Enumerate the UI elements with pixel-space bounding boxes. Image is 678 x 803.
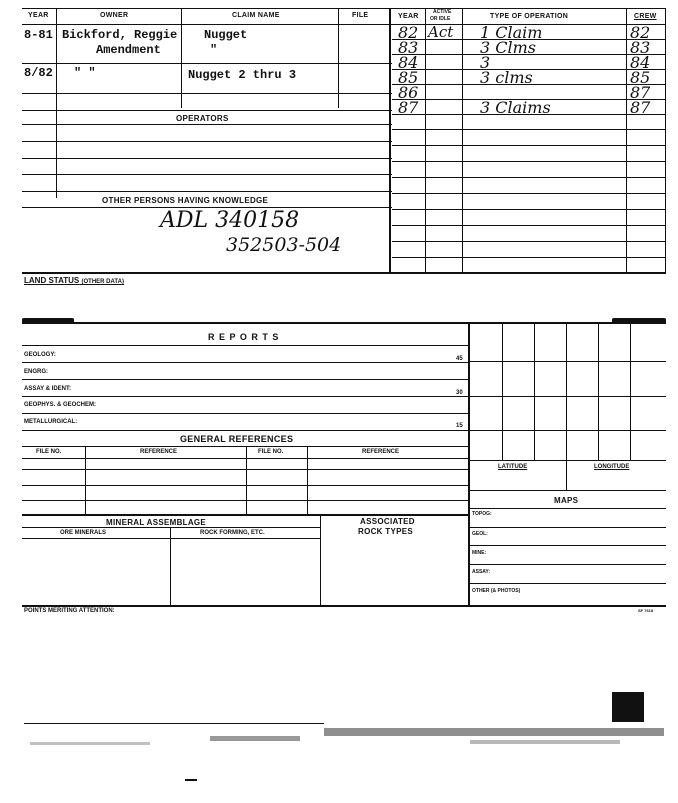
rule: [22, 93, 392, 94]
claim-owner: Amendment: [96, 43, 161, 57]
report-label: ENGRG:: [24, 369, 48, 375]
rule: [22, 379, 468, 380]
col-idle: OR IDLE: [430, 16, 451, 22]
rule: [22, 141, 392, 142]
operators-title: OPERATORS: [176, 114, 229, 123]
op-year: 87: [398, 98, 419, 117]
col-crew: CREW: [634, 13, 657, 20]
rule: [22, 362, 468, 363]
rule-v: [534, 323, 535, 460]
rule: [22, 485, 468, 486]
rule: [392, 193, 666, 194]
land-status-sub: (OTHER DATA): [81, 279, 124, 285]
rule: [469, 564, 666, 565]
scan-noise: [470, 740, 620, 744]
rule: [469, 396, 666, 397]
claim-name: Nugget 2 thru 3: [188, 68, 297, 82]
rule-v: [462, 8, 463, 272]
rule: [392, 54, 666, 55]
rule: [469, 583, 666, 584]
rule-v: [630, 323, 631, 460]
col-year: YEAR: [28, 12, 49, 19]
claim-year: 8/82: [24, 66, 53, 80]
op-crew: 83: [630, 38, 651, 57]
land-status-label: LAND STATUS: [24, 276, 80, 285]
assoc-rock-1: ASSOCIATED: [360, 517, 415, 526]
rule: [22, 24, 392, 25]
rule-v: [425, 8, 426, 272]
col-type-operation: TYPE OF OPERATION: [490, 13, 569, 20]
scan-black-square: [612, 692, 644, 722]
rule-v: [85, 446, 86, 514]
report-num: 45: [456, 356, 463, 362]
op-status: Act: [428, 23, 454, 41]
op-crew: 87: [630, 98, 651, 117]
map-other: OTHER (& PHOTOS): [472, 588, 521, 594]
col-file: FILE: [352, 12, 369, 19]
col-active: ACTIVE: [433, 9, 452, 15]
rule: [22, 63, 392, 64]
points-meriting: POINTS MERITING ATTENTION:: [24, 608, 115, 614]
col-claim-name: CLAIM NAME: [232, 12, 280, 19]
rule: [469, 527, 666, 528]
form-number: SF 7618: [638, 608, 654, 613]
rule: [469, 460, 666, 461]
rule-v: [246, 446, 247, 514]
rule: [22, 538, 320, 539]
col-reference: REFERENCE: [362, 449, 400, 455]
rule: [469, 490, 666, 491]
rule: [22, 191, 392, 192]
rule: [469, 508, 666, 509]
longitude-label: LONGITUDE: [594, 464, 630, 470]
rule: [392, 145, 666, 146]
rule-v: [626, 8, 627, 272]
report-label: METALLURGICAL:: [24, 419, 78, 425]
maps-title: MAPS: [554, 496, 579, 505]
op-crew: 82: [630, 23, 651, 42]
rule: [22, 272, 392, 274]
rule: [22, 110, 392, 111]
scan-noise: [324, 728, 664, 736]
rule: [392, 209, 666, 210]
rule: [392, 272, 666, 274]
rule: [392, 129, 666, 130]
rule: [22, 458, 468, 459]
rule: [392, 161, 666, 162]
rule-v: [389, 8, 391, 274]
rule-v: [307, 446, 308, 514]
rule: [392, 114, 666, 115]
rule: [22, 158, 392, 159]
rule-v: [566, 323, 567, 490]
rule-v: [170, 528, 171, 605]
rule: [22, 124, 392, 125]
rule: [22, 345, 468, 346]
rule: [22, 527, 320, 528]
rule: [469, 545, 666, 546]
rule: [22, 446, 468, 447]
scan-line: [24, 723, 324, 724]
rule: [22, 514, 468, 516]
op-crew: 85: [630, 68, 651, 87]
map-mine: MINE:: [472, 550, 487, 556]
op-year: 82: [398, 23, 419, 42]
map-topog: TOPOG:: [472, 511, 492, 517]
rule-v: [338, 8, 339, 108]
rule-v: [665, 8, 666, 272]
rule: [392, 257, 666, 258]
rule: [469, 361, 666, 362]
rule: [22, 322, 666, 324]
rule: [392, 225, 666, 226]
op-type: 1 Claim: [480, 23, 543, 42]
col-year-2: YEAR: [398, 13, 419, 20]
rule-v: [56, 8, 57, 198]
scan-noise: [210, 736, 300, 741]
general-refs-title: GENERAL REFERENCES: [180, 434, 294, 444]
rule: [469, 430, 666, 431]
rule: [22, 8, 392, 9]
col-reference: REFERENCE: [140, 449, 178, 455]
report-num: 30: [456, 390, 463, 396]
claim-name: ": [210, 43, 218, 57]
claim-owner: Bickford, Reggie: [62, 28, 178, 42]
rule: [22, 469, 468, 470]
rule-v: [468, 322, 470, 605]
op-type: 3 Clms: [480, 38, 537, 57]
rule: [22, 413, 468, 414]
op-year: 86: [398, 83, 419, 102]
op-year: 83: [398, 38, 419, 57]
other-persons-title: OTHER PERSONS HAVING KNOWLEDGE: [102, 196, 269, 205]
rule: [22, 396, 468, 397]
rule: [22, 500, 468, 501]
assoc-rock-2: ROCK TYPES: [358, 527, 414, 536]
map-geol: GEOL:: [472, 531, 488, 537]
col-rock-forming: ROCK FORMING, ETC.: [200, 530, 265, 536]
latitude-label: LATITUDE: [498, 464, 528, 470]
land-status: [24, 276, 124, 285]
report-label: GEOPHYS. & GEOCHEM:: [24, 402, 97, 408]
rule-v: [598, 323, 599, 460]
reports-title: R E P O R T S: [208, 332, 280, 342]
rule: [22, 430, 468, 431]
col-file-no: FILE NO.: [36, 449, 62, 455]
col-ore-minerals: ORE MINERALS: [60, 530, 107, 536]
report-label: GEOLOGY:: [24, 352, 56, 358]
handwritten-adl: ADL 340158: [160, 208, 300, 233]
claim-owner: " ": [74, 66, 96, 80]
rule: [22, 174, 392, 175]
op-type: 3: [480, 53, 491, 72]
op-crew: 84: [630, 53, 651, 72]
op-type: 3 clms: [480, 68, 533, 87]
rule-v: [320, 514, 321, 605]
map-assay: ASSAY:: [472, 569, 491, 575]
claim-year: 8-81: [24, 28, 53, 42]
col-file-no: FILE NO.: [258, 449, 284, 455]
rule-v: [181, 8, 182, 108]
scan-noise: [30, 742, 150, 745]
handwritten-numbers: 352503-504: [226, 234, 342, 256]
rule: [392, 241, 666, 242]
op-type: 3 Claims: [480, 98, 551, 117]
op-year: 84: [398, 53, 419, 72]
report-num: 15: [456, 423, 463, 429]
claim-name: Nugget: [204, 28, 248, 42]
rule: [22, 605, 666, 607]
col-owner: OWNER: [100, 12, 129, 19]
scan-dash: [185, 779, 197, 781]
rule-v: [502, 323, 503, 460]
rule: [392, 177, 666, 178]
op-year: 85: [398, 68, 419, 87]
rule: [392, 84, 666, 85]
op-crew: 87: [630, 83, 651, 102]
report-label: ASSAY & IDENT:: [24, 386, 72, 392]
mineral-title: MINERAL ASSEMBLAGE: [106, 518, 207, 527]
